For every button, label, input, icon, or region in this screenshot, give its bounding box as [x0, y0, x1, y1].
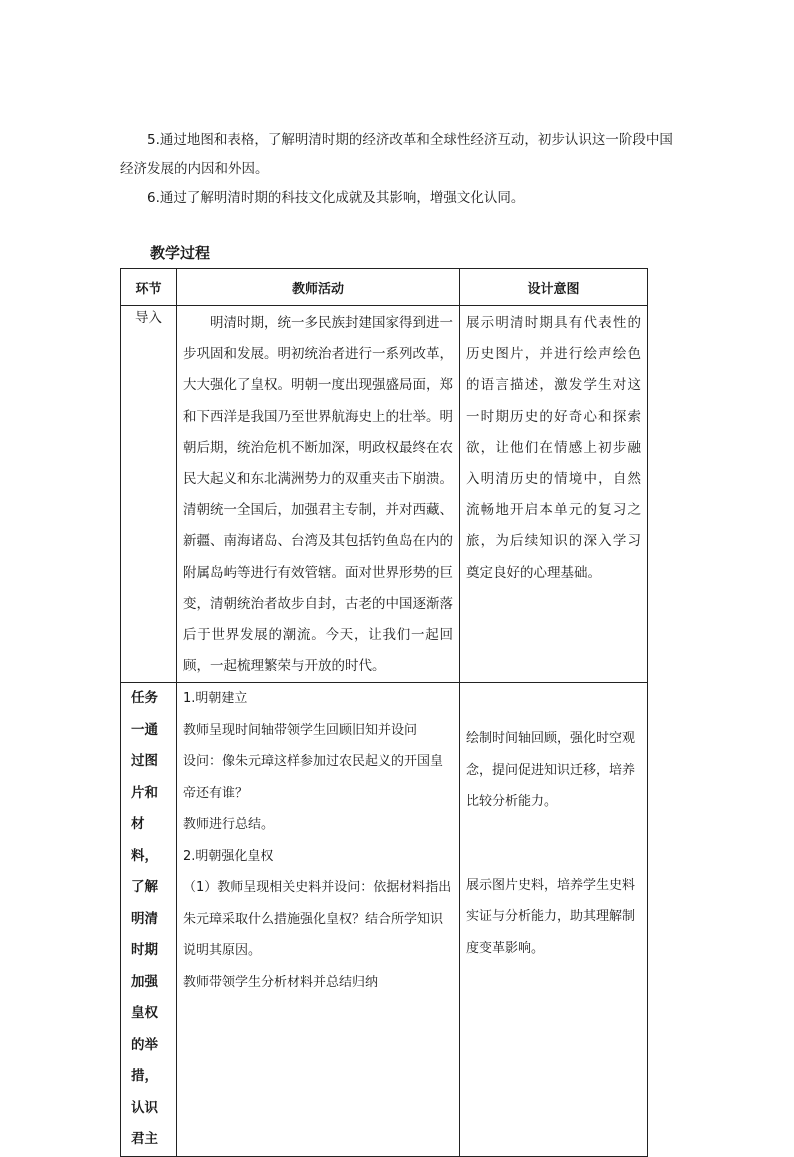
- design-intent-task1-part2: 展示图片史料，培养学生史料实证与分析能力，助其理解制度变革影响。: [466, 877, 636, 956]
- table-row: [121, 306, 648, 683]
- task1-line-7: 教师带领学生分析材料并总结归纳: [183, 974, 379, 990]
- teacher-activity-intro: [177, 306, 460, 683]
- table-row: [121, 683, 648, 1157]
- design-intent-task1-part1: 绘制时间轴回顾，强化时空观念，提问促进知识迁移，培养比较分析能力。: [466, 731, 636, 810]
- objective-6: 6.通过了解明清时期的科技文化成就及其影响，增强文化认同。: [147, 190, 525, 206]
- lesson-process-table: [120, 268, 648, 1157]
- teacher-activity-task1: [177, 683, 460, 1157]
- task1-line-1: 1.明朝建立: [183, 691, 248, 707]
- stage-task1: 任务一通过图片和材料，了解明清时期加强皇权的举措，认识君主: [121, 683, 177, 1157]
- design-intent-task1: [460, 683, 648, 1157]
- design-intent-intro-text: 展示明清时期具有代表性的历史图片，并进行绘声绘色的语言描述，激发学生对这一时期历史的好奇心和探索欲，让他们在情感上初步融入明清历史的情境中，自然流畅地开启本单元的复习之旅，为后续知识的深入学习奠定良好的心理基础。: [466, 315, 641, 581]
- teacher-activity-intro-part1: 明清时期，统一多民族封建国家得到进一步巩固和发展。明初统治者进行一系列改革，大大强化了皇权。明朝一度出现强盛局面，郑和下西洋是我国乃至世界航海史上的壮举。明朝后期，统治危机不断加深，明政权最终在农民大起义和东北满洲势力的双重夹击下崩溃。清朝统一全国后，加强君主专制，并对西藏、新疆、南海诸岛、台湾及其包括钓鱼岛在内的: [183, 315, 453, 550]
- objectives: [120, 126, 680, 213]
- header-stage: 环节: [121, 269, 177, 306]
- stage-intro: 导入: [121, 306, 177, 683]
- task1-line-4: 教师进行总结。: [183, 817, 275, 833]
- table-header-row: [121, 269, 648, 306]
- header-teacher-activity: 教师活动: [177, 269, 460, 306]
- task1-line-2: 教师呈现时间轴带领学生回顾旧知并设问: [183, 722, 418, 738]
- header-design-intent: 设计意图: [460, 269, 648, 306]
- spacer: [466, 818, 641, 870]
- task1-line-5: 2.明朝强化皇权: [183, 848, 274, 864]
- section-title: 教学过程: [150, 244, 211, 262]
- task1-line-6: （1）教师呈现相关史料并设问：依据材料指出朱元璋采取什么措施强化皇权？结合所学知识说明其原因。: [183, 880, 452, 959]
- objective-5: 5.通过地图和表格，了解明清时期的经济改革和全球性经济互动，初步认识这一阶段中国经济发展的内因和外因。: [120, 132, 673, 177]
- design-intent-intro: [460, 306, 648, 683]
- task1-line-3: 设问：像朱元璋这样参加过农民起义的开国皇帝还有谁？: [183, 754, 444, 801]
- teacher-activity-intro-part2: 附属岛屿等进行有效管辖。面对世界形势的巨变，清朝统治者故步自封，古老的中国逐渐落后于世界发展的潮流。今天，让我们一起回顾，一起梳理繁荣与开放的时代。: [183, 564, 453, 675]
